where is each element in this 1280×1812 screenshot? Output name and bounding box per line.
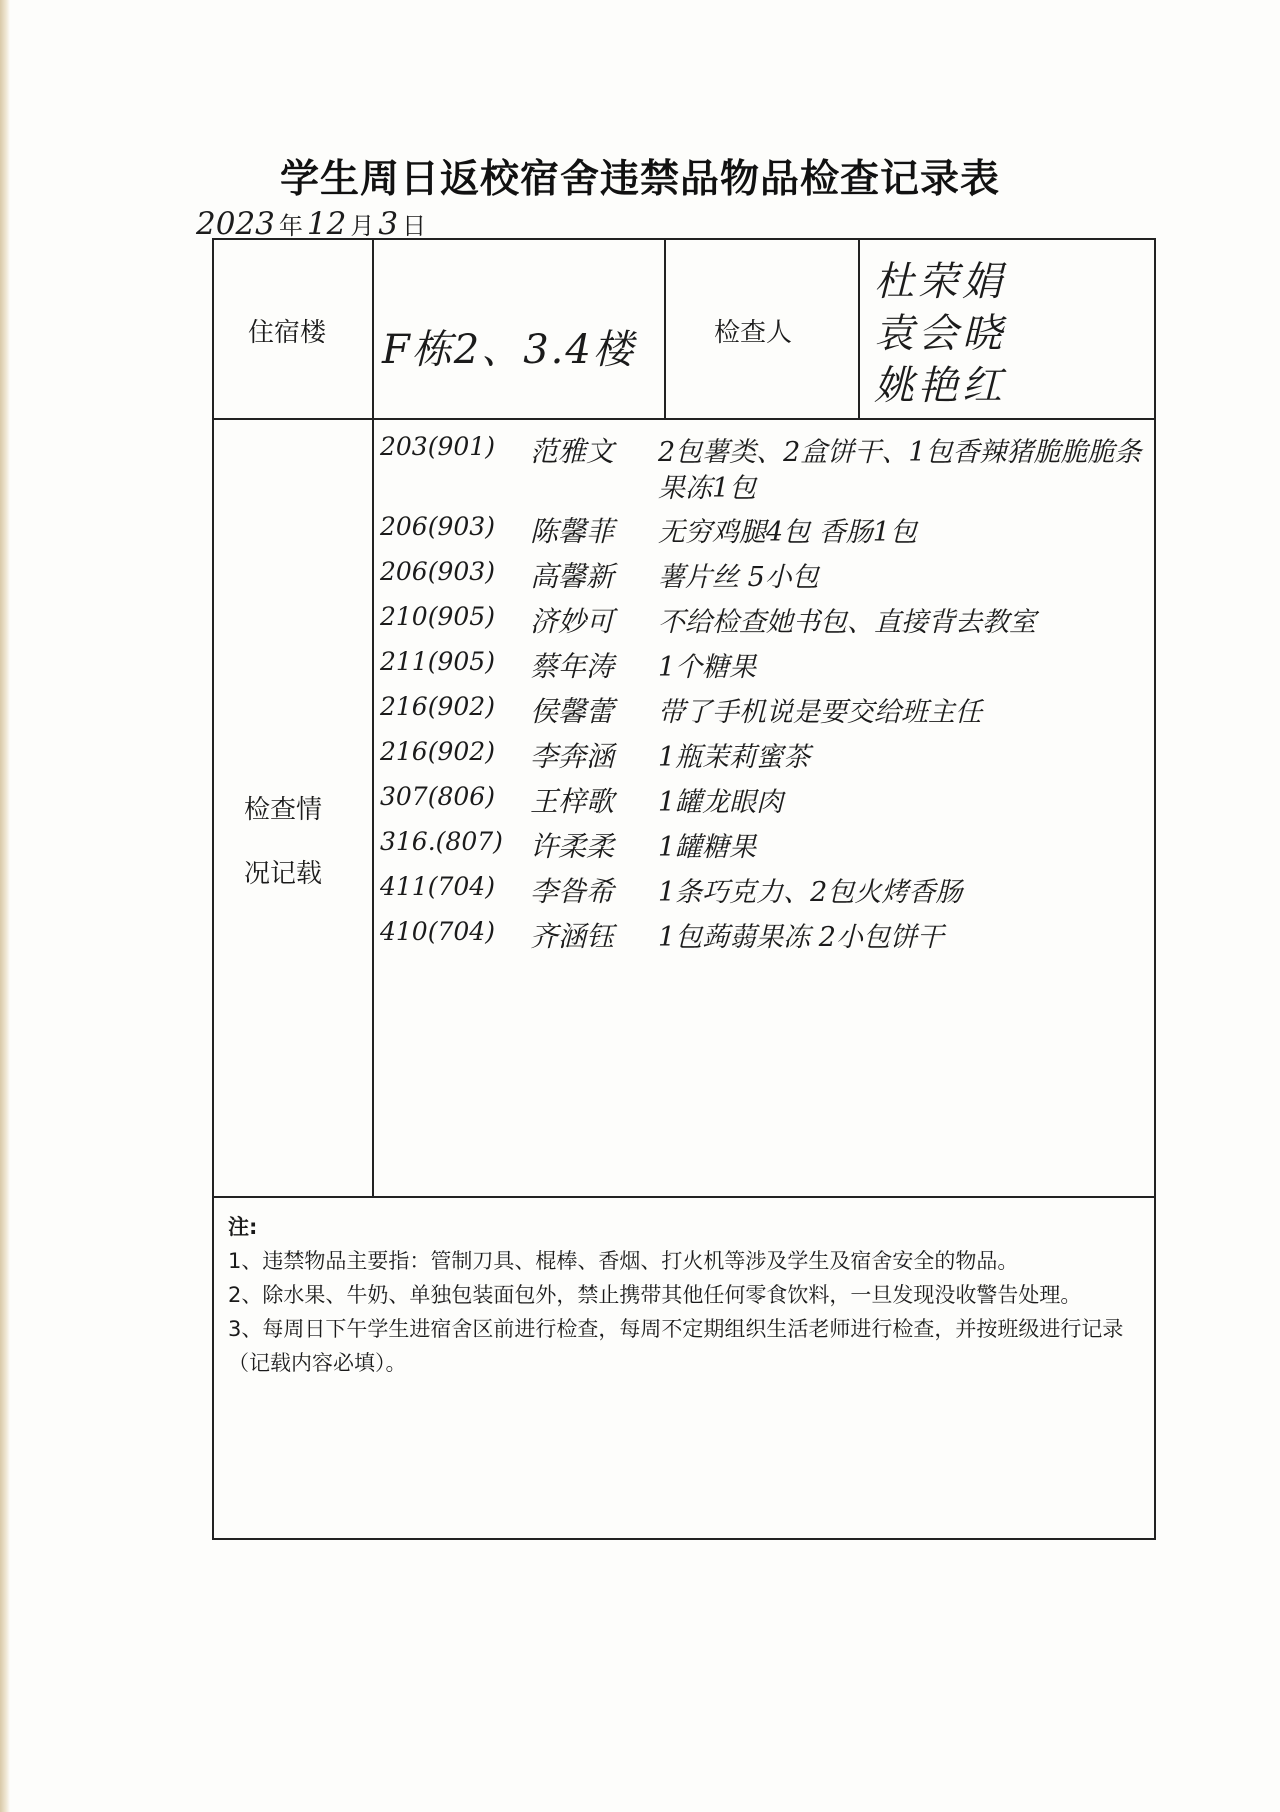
record-row [380, 426, 1150, 506]
record-row [380, 821, 1150, 866]
record-items: 1罐龙眼肉 [658, 787, 784, 818]
record-student: 陈馨菲 [530, 515, 615, 548]
record-row [380, 641, 1150, 686]
record-items: 1瓶茉莉蜜茶 [658, 742, 811, 773]
record-student: 侯馨蕾 [530, 695, 615, 728]
row-divider-header [214, 418, 1154, 420]
inspector-name: 袁会晓 [874, 311, 1006, 357]
column-divider-label [372, 240, 374, 1196]
record-student: 蔡年涛 [530, 650, 615, 683]
record-items: 薯片丝 5小包 [658, 562, 819, 593]
record-room: 211(905) [380, 647, 495, 676]
page-title: 学生周日返校宿舍违禁品物品检查记录表 [279, 157, 1000, 202]
record-items: 1条巧克力、2包火烤香肠 [658, 877, 963, 908]
record-items: 2包薯类、2盒饼干、1包香辣猪脆脆脆条 [658, 437, 1142, 468]
record-student: 济妙可 [530, 605, 615, 638]
record-row [380, 776, 1150, 821]
column-divider-building [664, 240, 666, 418]
record-student: 许柔柔 [530, 830, 615, 863]
record-label: 检查情况记载 [244, 795, 323, 889]
record-student: 范雅文 [530, 435, 615, 468]
record-row [380, 686, 1150, 731]
record-student: 王梓歌 [530, 785, 615, 818]
record-items: 1包蒟蒻果冻 2小包饼干 [658, 922, 944, 953]
notes-title: 注: [228, 1215, 258, 1239]
notes-section [228, 1210, 1138, 1380]
record-row [380, 911, 1150, 956]
date-day-unit: 日 [402, 212, 427, 240]
record-row [380, 596, 1150, 641]
record-room: 206(903) [380, 512, 495, 541]
record-items: 1罐糖果 [658, 832, 757, 863]
date-year: 2023 [196, 206, 275, 242]
record-items: 无穷鸡腿4包 香肠1包 [658, 517, 917, 548]
record-row [380, 506, 1150, 551]
inspector-name: 杜荣娟 [874, 259, 1006, 305]
record-student: 齐涵钰 [530, 920, 615, 953]
record-items: 带了手机说是要交给班主任 [658, 697, 982, 728]
building-value: F栋2、3.4楼 [382, 327, 635, 373]
date-line [196, 206, 430, 242]
column-divider-inspector [858, 240, 860, 418]
record-items-continued: 果冻1包 [658, 473, 757, 504]
date-month-unit: 月 [350, 212, 375, 240]
record-row [380, 731, 1150, 776]
paper-edge [0, 0, 10, 1812]
record-room: 410(704) [380, 917, 495, 946]
record-room: 316.(807) [380, 827, 503, 856]
record-room: 307(806) [380, 782, 495, 811]
date-day: 3 [378, 206, 399, 242]
record-room: 411(704) [380, 872, 495, 901]
inspector-name: 姚艳红 [874, 363, 1006, 409]
note-item: 1、违禁物品主要指：管制刀具、棍棒、香烟、打火机等涉及学生及宿舍安全的物品。 [228, 1249, 1019, 1273]
record-row [380, 551, 1150, 596]
date-year-unit: 年 [278, 212, 303, 240]
record-student: 李奔涵 [530, 740, 615, 773]
note-item: 2、除水果、牛奶、单独包装面包外，禁止携带其他任何零食饮料，一旦发现没收警告处理。 [228, 1283, 1082, 1307]
record-student: 李昝希 [530, 875, 615, 908]
record-room: 210(905) [380, 602, 495, 631]
inspector-label: 检查人 [714, 318, 793, 348]
building-label: 住宿楼 [248, 318, 327, 348]
note-item: 3、每周日下午学生进宿舍区前进行检查，每周不定期组织生活老师进行检查，并按班级进行记录（记载内容必填）。 [228, 1317, 1124, 1375]
record-room: 216(902) [380, 692, 495, 721]
record-row [380, 866, 1150, 911]
record-room: 206(903) [380, 557, 495, 586]
row-divider-notes [214, 1196, 1154, 1198]
record-list [380, 426, 1150, 956]
date-month: 12 [306, 206, 347, 242]
inspector-list [874, 256, 1006, 412]
record-room: 216(902) [380, 737, 495, 766]
record-student: 高馨新 [530, 560, 615, 593]
record-items: 不给检查她书包、直接背去教室 [658, 607, 1036, 638]
record-room: 203(901) [380, 432, 495, 461]
inspection-form-table [212, 238, 1156, 1540]
record-items: 1个糖果 [658, 652, 757, 683]
